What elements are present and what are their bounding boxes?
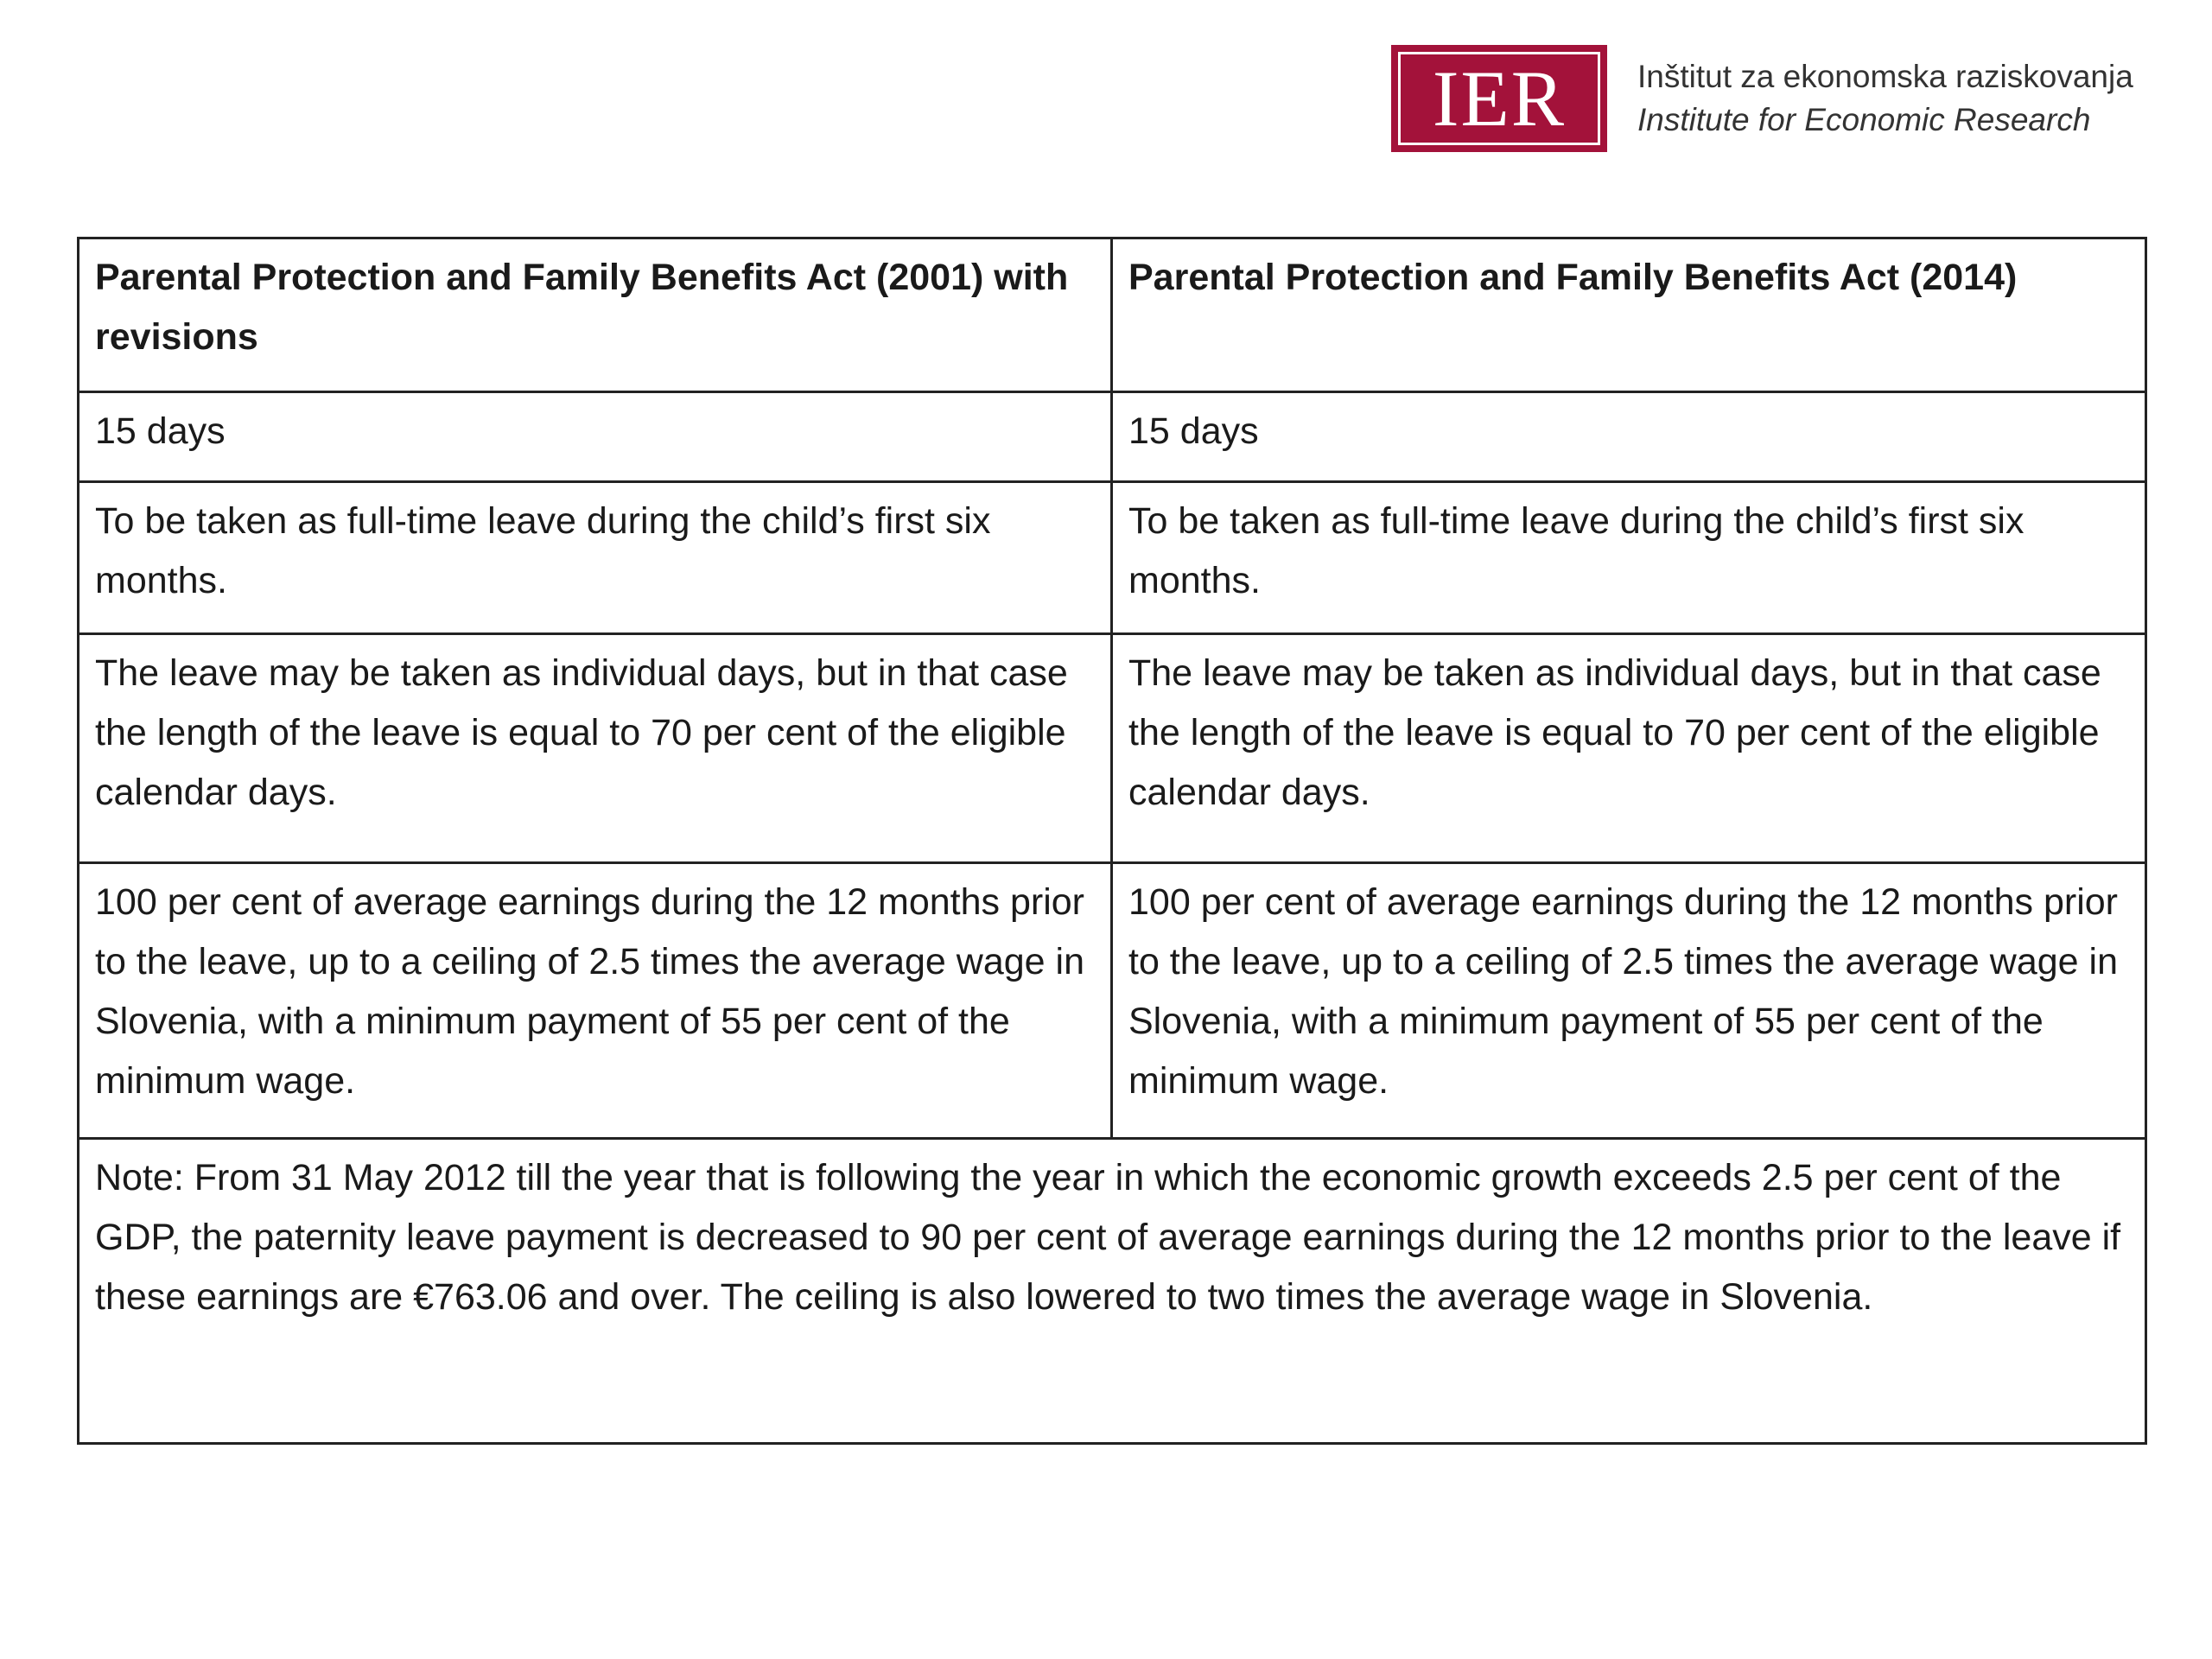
table-note-row xyxy=(79,1139,2146,1444)
table-note: Note: From 31 May 2012 till the year that is following the year in which the economic growth exceeds 2.5 per cent of the GDP, the paternity leave payment is decreased to 90 per cent of average earnings during the 12 months prior to the leave if these earnings are €763.06 and over. The ceiling is also lowered to two times the average wage in Slovenia. xyxy=(79,1139,2146,1444)
table-cell: To be taken as full-time leave during the child’s first six months. xyxy=(1112,482,2146,634)
table-row xyxy=(79,392,2146,482)
table-cell: 15 days xyxy=(1112,392,2146,482)
table-cell: To be taken as full-time leave during the child’s first six months. xyxy=(79,482,1112,634)
table-cell: The leave may be taken as individual days, but in that case the length of the leave is equal to 70 per cent of the eligible calendar days. xyxy=(79,634,1112,863)
comparison-table-container xyxy=(77,237,2145,1445)
ier-logo xyxy=(1391,45,1607,152)
table-cell: 100 per cent of average earnings during the 12 months prior to the leave, up to a ceiling of 2.5 times the average wage in Slovenia, with a minimum payment of 55 per cent of the minimum wage. xyxy=(1112,863,2146,1139)
table-row xyxy=(79,482,2146,634)
comparison-table xyxy=(77,237,2147,1445)
column-header-2014-act: Parental Protection and Family Benefits Act (2014) xyxy=(1112,238,2146,392)
ier-logo-frame xyxy=(1398,52,1600,145)
organization-name xyxy=(1637,55,2133,142)
table-header-row xyxy=(79,238,2146,392)
table-cell: The leave may be taken as individual days, but in that case the length of the leave is equal to 70 per cent of the eligible calendar days. xyxy=(1112,634,2146,863)
organization-name-slovenian: Inštitut za ekonomska raziskovanja xyxy=(1637,59,2133,94)
column-header-2001-act: Parental Protection and Family Benefits Act (2001) with revisions xyxy=(79,238,1112,392)
table-cell: 100 per cent of average earnings during the 12 months prior to the leave, up to a ceiling of 2.5 times the average wage in Slovenia, with a minimum payment of 55 per cent of the minimum wage. xyxy=(79,863,1112,1139)
organization-name-english: Institute for Economic Research xyxy=(1637,102,2091,137)
table-cell: 15 days xyxy=(79,392,1112,482)
ier-logo-text: IER xyxy=(1432,54,1567,143)
table-row xyxy=(79,634,2146,863)
table-row xyxy=(79,863,2146,1139)
